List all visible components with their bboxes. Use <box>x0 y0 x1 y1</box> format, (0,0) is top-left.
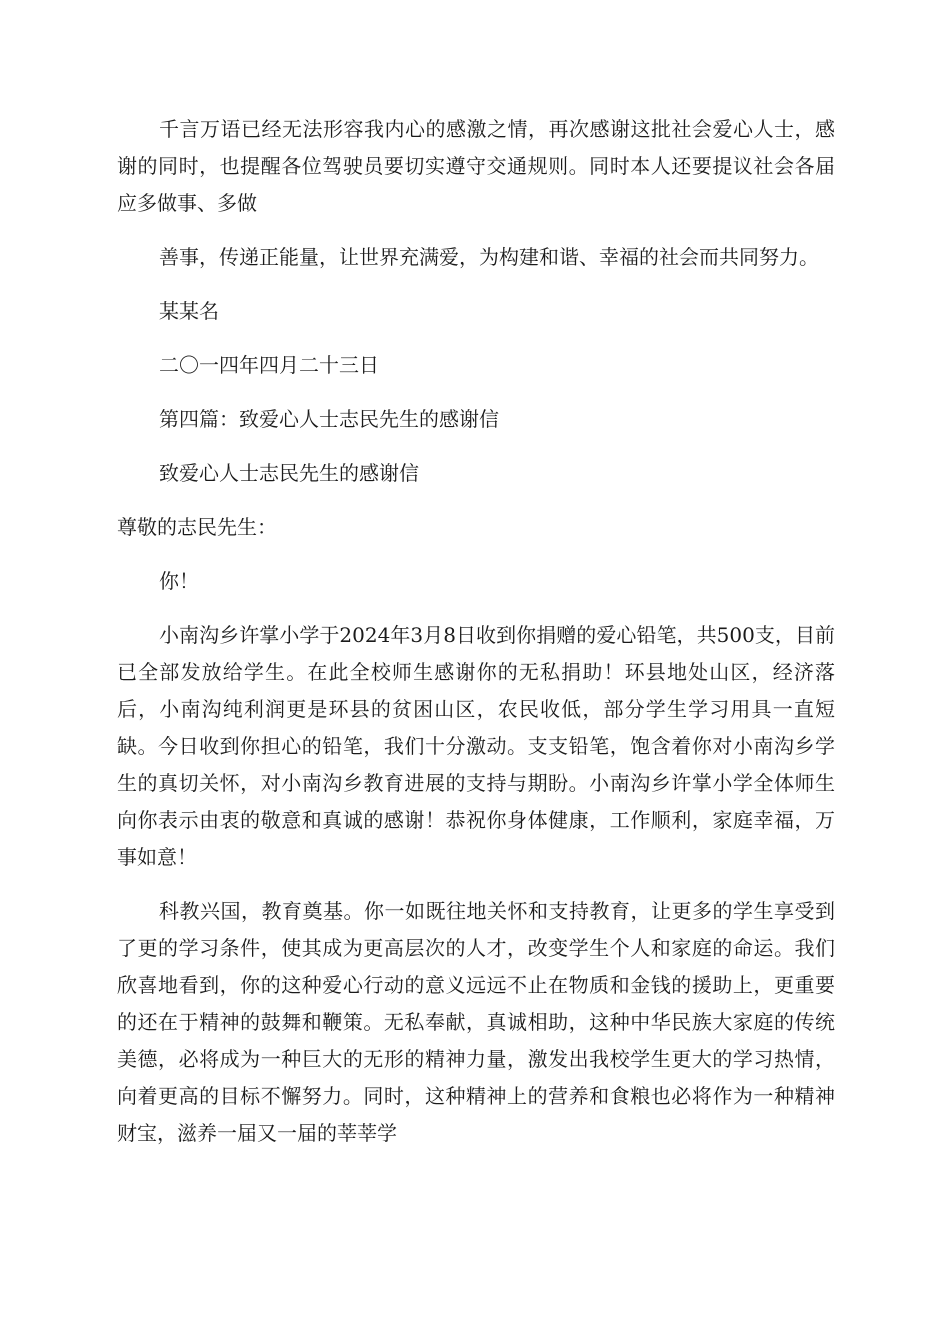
letter-salutation: 尊敬的志民先生： <box>117 515 277 539</box>
letter-body-paragraph-2: 科教兴国，教育奠基。你一如既往地关怀和支持教育，让更多的学生享受到了更的学习条件，使其成为更高层次的人才，改变学生个人和家庭的命运。我们欣喜地看到，你的这种爱心行动的意义远远不止在物质和金钱的援助上，更重要的还在于精神的鼓舞和鞭策。无私奉献，真诚相助，这种中华民族大家庭的传统美德，必将成为一种巨大的无形的精神力量，激发出我校学生更大的学习热情，向着更高的目标不懈努力。同时，这种精神上的营养和食粮也必将作为一种精神财宝，滋养一届又一届的莘莘学 <box>117 899 835 1145</box>
document-page <box>117 111 835 1152</box>
signature-date: 二〇一四年四月二十三日 <box>159 353 379 377</box>
section-heading: 第四篇：致爱心人士志民先生的感谢信 <box>159 407 499 431</box>
paragraph-closing-thanks: 千言万语已经无法形容我内心的感激之情，再次感谢这批社会爱心人士，感谢的同时，也提醒各位驾驶员要切实遵守交通规则。同时本人还要提议社会各届应多做事、多做 <box>117 117 835 215</box>
signature-name: 某某名 <box>159 299 219 323</box>
letter-greeting: 你！ <box>159 569 199 593</box>
letter-title: 致爱心人士志民先生的感谢信 <box>159 461 419 485</box>
paragraph-continuation: 善事，传递正能量，让世界充满爱，为构建和谐、幸福的社会而共同努力。 <box>159 245 819 269</box>
letter-body-paragraph-1: 小南沟乡许掌小学于2024年3月8日收到你捐赠的爱心铅笔，共500支，目前已全部发放给学生。在此全校师生感谢你的无私捐助！环县地处山区，经济落后，小南沟纯利润更是环县的贫困山区，农民收低，部分学生学习用具一直短缺。今日收到你担心的铅笔，我们十分激动。支支铅笔，饱含着你对小南沟乡学生的真切关怀，对小南沟乡教育进展的支持与期盼。小南沟乡许掌小学全体师生向你表示由衷的敬意和真诚的感谢！恭祝你身体健康，工作顺利，家庭幸福，万事如意！ <box>117 623 835 869</box>
